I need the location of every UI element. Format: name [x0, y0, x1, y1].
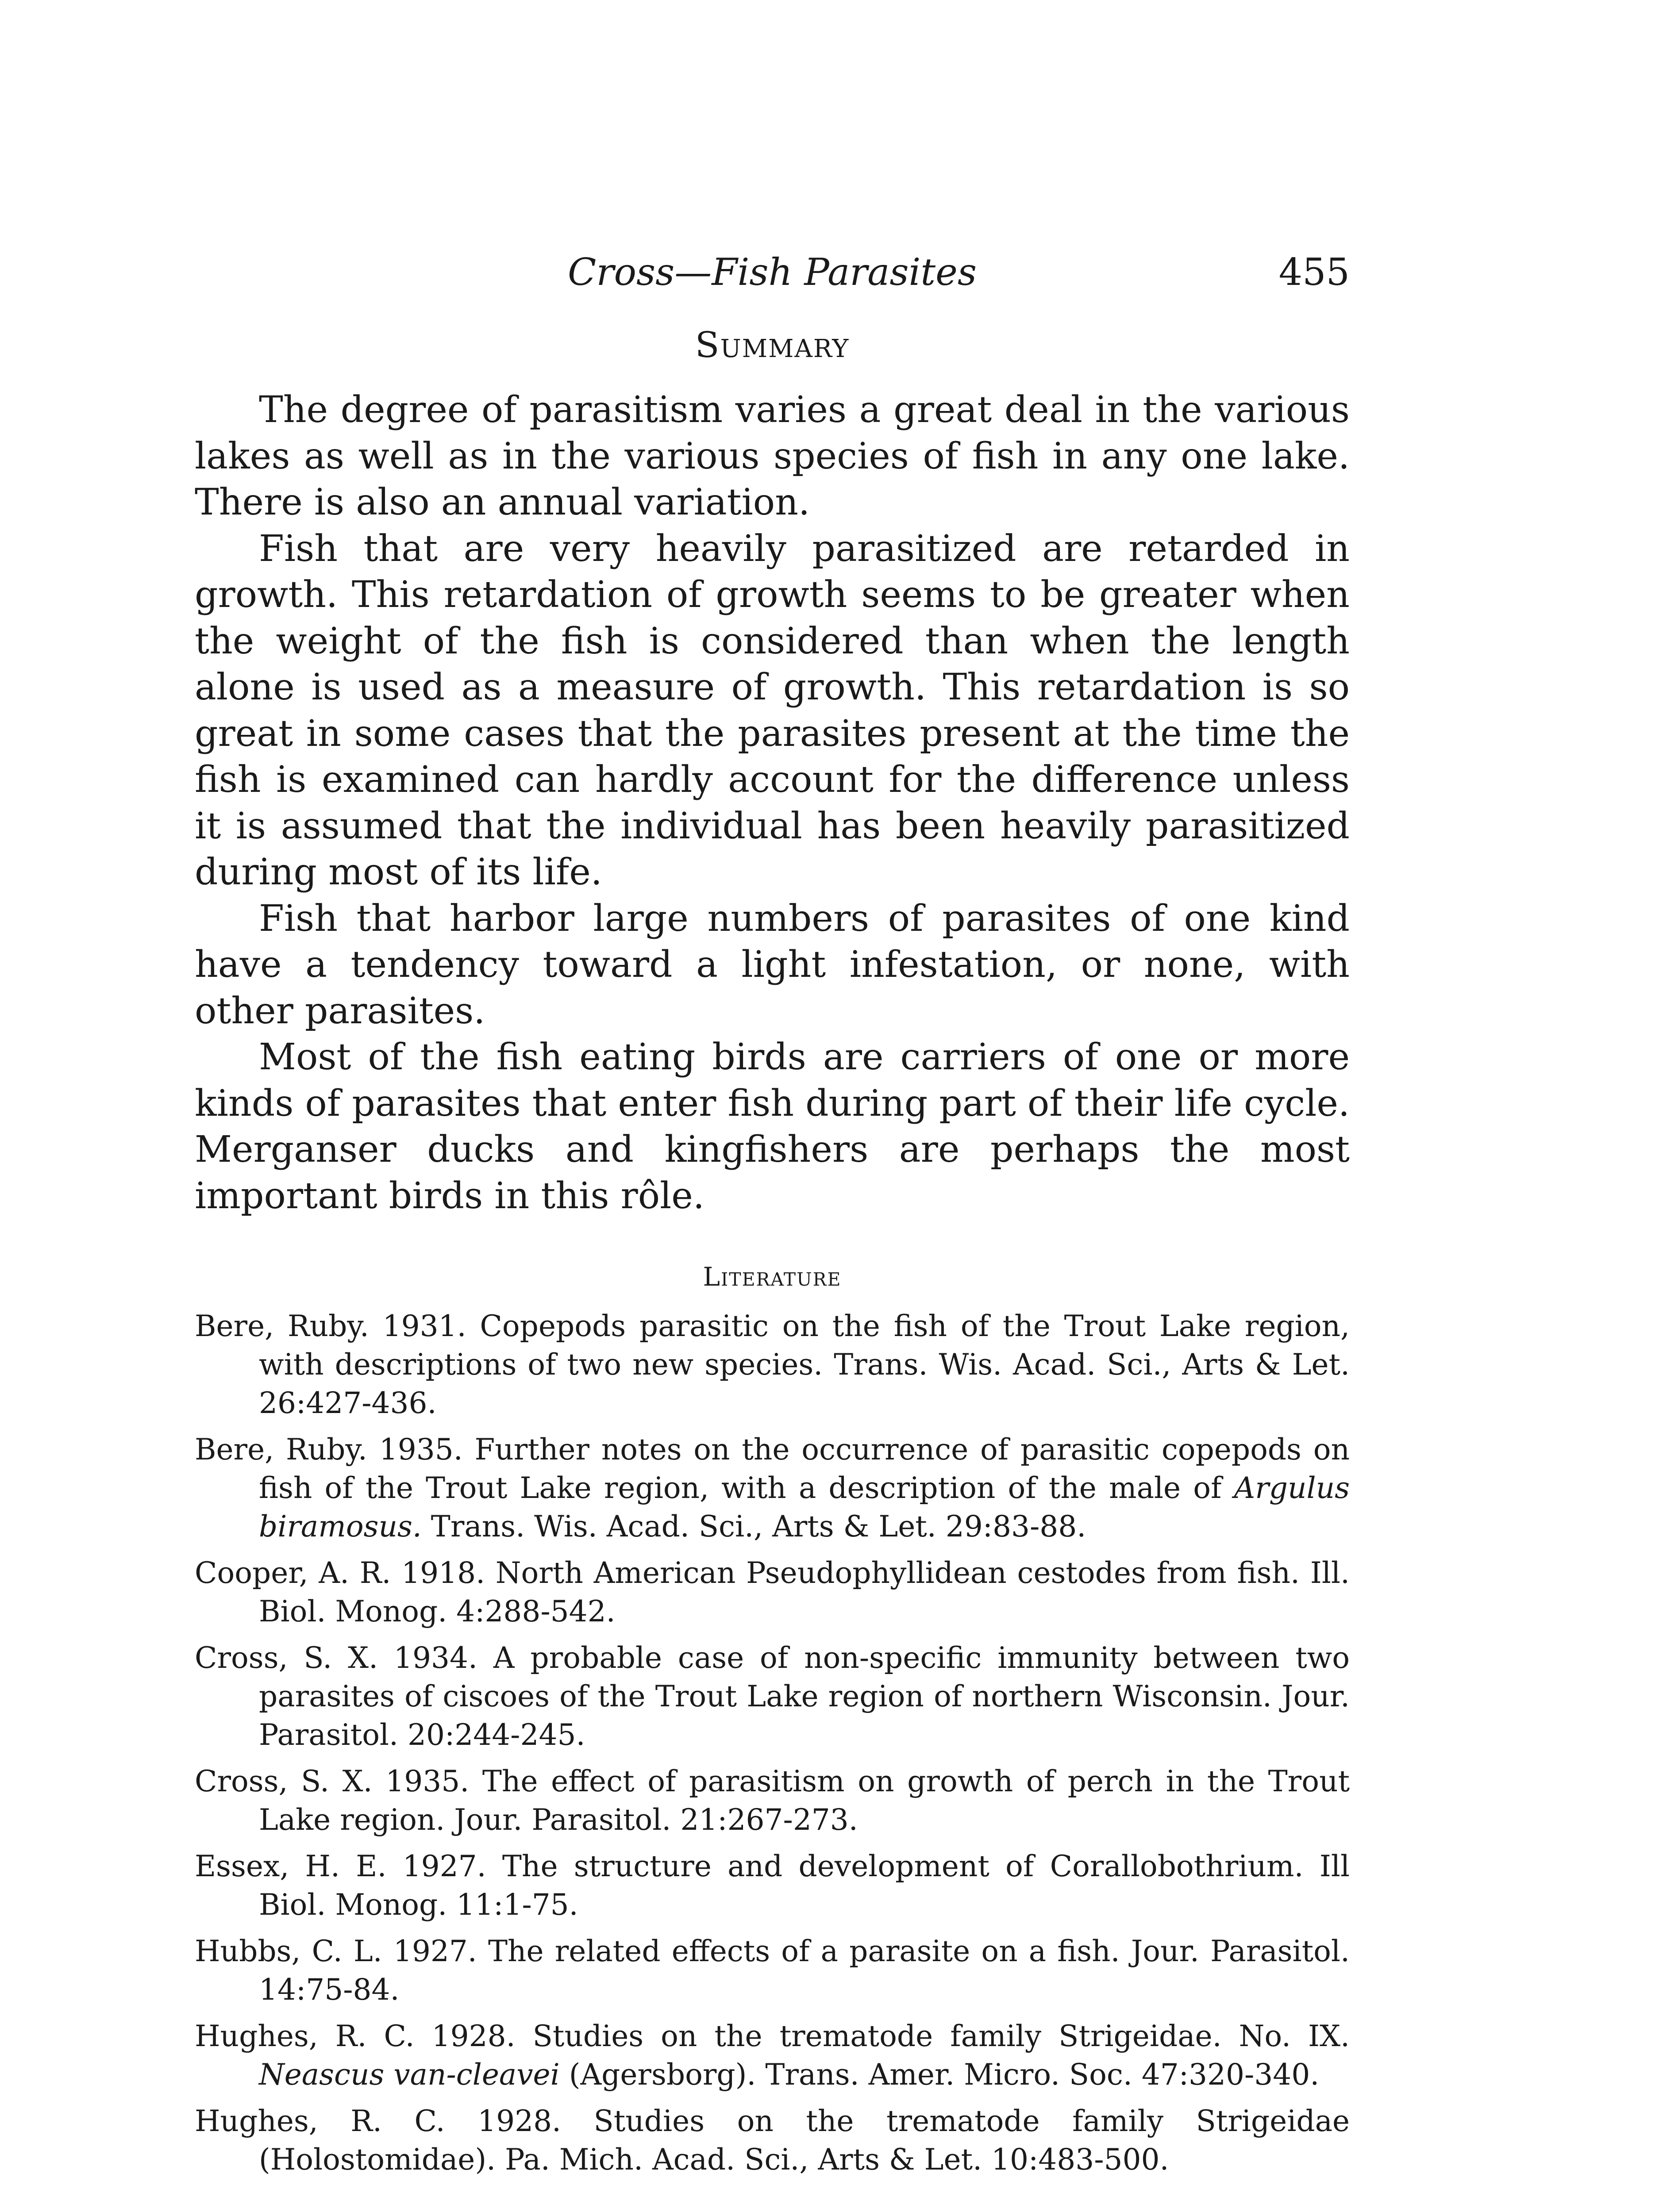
reference-species-name: Argulus biramosus.: [259, 1471, 1350, 1544]
reference-text: Cross, S. X. 1935. The effect of parasitism on growth of perch in the Trout Lake region. Jour. Parasitol. 21:267-273.: [195, 1764, 1350, 1837]
summary-paragraph: Most of the fish eating birds are carriers of one or more kinds of parasites that enter fish during part of their life cycle. Merganser ducks and kingfishers are perhaps the most important birds in this rôle.: [195, 1036, 1350, 1217]
reference-text: Hughes, R. C. 1928. Studies on the trematode family Strigeidae. No. IX.: [195, 2019, 1350, 2053]
reference-entry: [195, 1847, 1350, 1924]
reference-entry: [195, 1554, 1350, 1631]
reference-entry: [195, 2102, 1350, 2179]
reference-text: Cross, S. X. 1934. A probable case of non-specific immunity between two parasites of ciscoes of the Trout Lake region of northern Wisconsin. Jour. Parasitol. 20:244-245.: [195, 1641, 1350, 1752]
reference-entry: [195, 1307, 1350, 1422]
summary-paragraph: Fish that harbor large numbers of parasites of one kind have a tendency toward a light infestation, or none, with other parasites.: [195, 897, 1350, 1032]
reference-text: Hughes, R. C. 1928. Studies on the trematode family Strigeidae (Holostomidae). Pa. Mich. Acad. Sci., Arts & Let. 10:483-500.: [195, 2104, 1350, 2177]
reference-text: Trans. Wis. Acad. Sci., Arts & Let. 29:83-88.: [421, 1509, 1086, 1544]
reference-text: Essex, H. E. 1927. The structure and development of Corallobothrium. Ill Biol. Monog. 11:1-75.: [195, 1849, 1350, 1922]
reference-entry: [195, 1639, 1350, 1754]
summary-paragraph: The degree of parasitism varies a great deal in the various lakes as well as in the various species of fish in any one lake. There is also an annual variation.: [195, 389, 1350, 523]
reference-text: (Agersborg). Trans. Amer. Micro. Soc. 47:320-340.: [559, 2058, 1320, 2092]
reference-entry: [195, 2017, 1350, 2094]
reference-text: Hubbs, C. L. 1927. The related effects of a parasite on a fish. Jour. Parasitol. 14:75-84.: [195, 1934, 1350, 2007]
page-number: 455: [1278, 250, 1350, 294]
reference-entry: [195, 1430, 1350, 1546]
summary-paragraph: Fish that are very heavily parasitized are retarded in growth. This retardation of growth seems to be greater when the weight of the fish is considered than when the length alone is used as a measure of growth. This retardation is so great in some cases that the parasites present at the time the fish is examined can hardly account for the difference unless it is assumed that the individual has been heavily parasitized during most of its life.: [195, 527, 1350, 893]
reference-entry: [195, 1932, 1350, 2009]
reference-entry: [195, 1762, 1350, 1839]
reference-list: [195, 1307, 1350, 2179]
page: [195, 248, 1350, 2187]
reference-species-name: Neascus van-cleavei: [259, 2058, 560, 2092]
reference-text: Cooper, A. R. 1918. North American Pseudophyllidean cestodes from fish. Ill. Biol. Monog. 4:288-542.: [195, 1556, 1350, 1628]
summary-heading: Summary: [695, 324, 850, 365]
literature-heading: Literature: [703, 1262, 842, 1292]
reference-text: Bere, Ruby. 1931. Copepods parasitic on the fish of the Trout Lake region, with descriptions of two new species. Trans. Wis. Acad. Sci., Arts & Let. 26:427-436.: [195, 1309, 1350, 1420]
running-title: Cross—Fish Parasites: [568, 250, 977, 294]
reference-text: Bere, Ruby. 1935. Further notes on the occurrence of parasitic copepods on fish of the Trout Lake region, with a description of the male of: [195, 1432, 1350, 1505]
summary-body: [195, 387, 1350, 1219]
running-head: [195, 248, 1350, 296]
